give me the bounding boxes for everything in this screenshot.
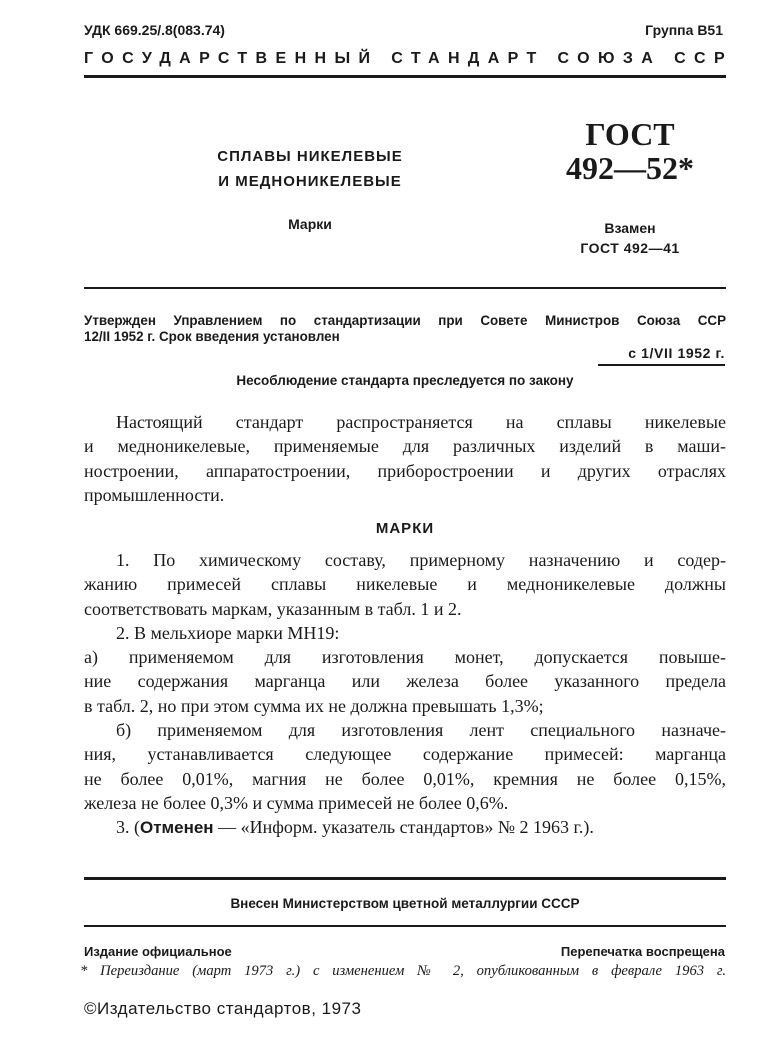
- title-rule: [84, 287, 726, 289]
- clause-line: жанию примесей сплавы никелевые и медноникелевые должны: [84, 574, 726, 595]
- title-line-2: И МЕДНОНИКЕЛЕВЫЕ: [218, 173, 402, 190]
- intro-line: и медноникелевые, применяемые для различных изделий в маши-: [84, 436, 726, 457]
- clause-3: 3. (Отменен — «Информ. указатель стандартов» № 2 1963 г.).: [116, 817, 594, 838]
- gost-label: ГОСТ: [585, 116, 675, 152]
- cancelled-label: Отменен: [140, 818, 214, 838]
- clause-line: не более 0,01%, магния не более 0,01%, кремния не более 0,15%,: [84, 768, 726, 789]
- state-standard-banner: ГОСУДАРСТВЕННЫЙ СТАНДАРТ СОЮЗА ССР: [84, 50, 734, 67]
- group-code: Группа В51: [645, 22, 723, 38]
- clause-line: 1. По химическому составу, примерному назначению и содер-: [116, 550, 726, 570]
- udk-code: УДК 669.25/.8(083.74): [84, 22, 225, 38]
- replaces-value: ГОСТ 492—41: [580, 240, 680, 256]
- clause-line: ние содержания марганца или железа более указанного предела: [84, 671, 726, 692]
- reissue-note: * Переиздание (март 1973 г.) с изменением № 2, опубликованным в феврале 1963 г.: [80, 963, 726, 979]
- subtitle: Марки: [288, 216, 332, 232]
- header-rule: [84, 75, 726, 78]
- approval-line-1: Утвержден Управлением по стандартизации при Совете Министров Союза ССР: [84, 313, 726, 328]
- date-underline: [598, 364, 725, 366]
- reprint-prohibited: Перепечатка воспрещена: [560, 944, 725, 959]
- footer-rule-bottom: [84, 925, 726, 927]
- legal-warning: Несоблюдение стандарта преследуется по закону: [236, 373, 574, 388]
- clause-3-number: 3.: [116, 817, 130, 838]
- replaces-label: Взамен: [604, 220, 656, 236]
- approval-line-2: 12/II 1952 г. Срок введения установлен: [84, 329, 340, 344]
- title-line-1: СПЛАВЫ НИКЕЛЕВЫЕ: [217, 148, 403, 165]
- intro-line: ностроении, аппаратостроении, приборостроении и других отраслях: [84, 460, 726, 481]
- footer-rule-top: [84, 877, 726, 880]
- clause-3-reference: — «Информ. указатель стандартов» № 2 1963 г.).: [213, 817, 594, 838]
- intro-line: Настоящий стандарт распространяется на сплавы никелевые: [116, 412, 726, 432]
- clause-line: б) применяемом для изготовления лент специального назначе-: [116, 720, 726, 741]
- clause-line: в табл. 2, но при этом сумма их не должна превышать 1,3%;: [84, 695, 544, 716]
- section-heading: МАРКИ: [375, 520, 435, 537]
- clause-line: а) применяемом для изготовления монет, допускается повыше-: [84, 647, 726, 668]
- clause-line: соответствовать маркам, указанным в табл. 1 и 2.: [84, 598, 462, 619]
- publisher-copyright: ©Издательство стандартов, 1973: [84, 999, 362, 1018]
- clause-line: 2. В мельхиоре марки МН19:: [116, 622, 340, 643]
- intro-paragraph: [84, 410, 726, 507]
- introduced-by: Внесен Министерством цветной металлургии СССР: [230, 896, 580, 911]
- clauses-block: [84, 548, 726, 840]
- clause-line: ния, устанавливается следующее содержание примесей: марганца: [84, 744, 726, 765]
- effective-date: с 1/VII 1952 г.: [628, 345, 725, 361]
- official-edition: Издание официальное: [84, 944, 232, 959]
- clause-line: железа не более 0,3% и сумма примесей не более 0,6%.: [84, 792, 509, 813]
- gost-number: 492—52*: [566, 150, 694, 186]
- intro-line: промышленности.: [84, 484, 225, 505]
